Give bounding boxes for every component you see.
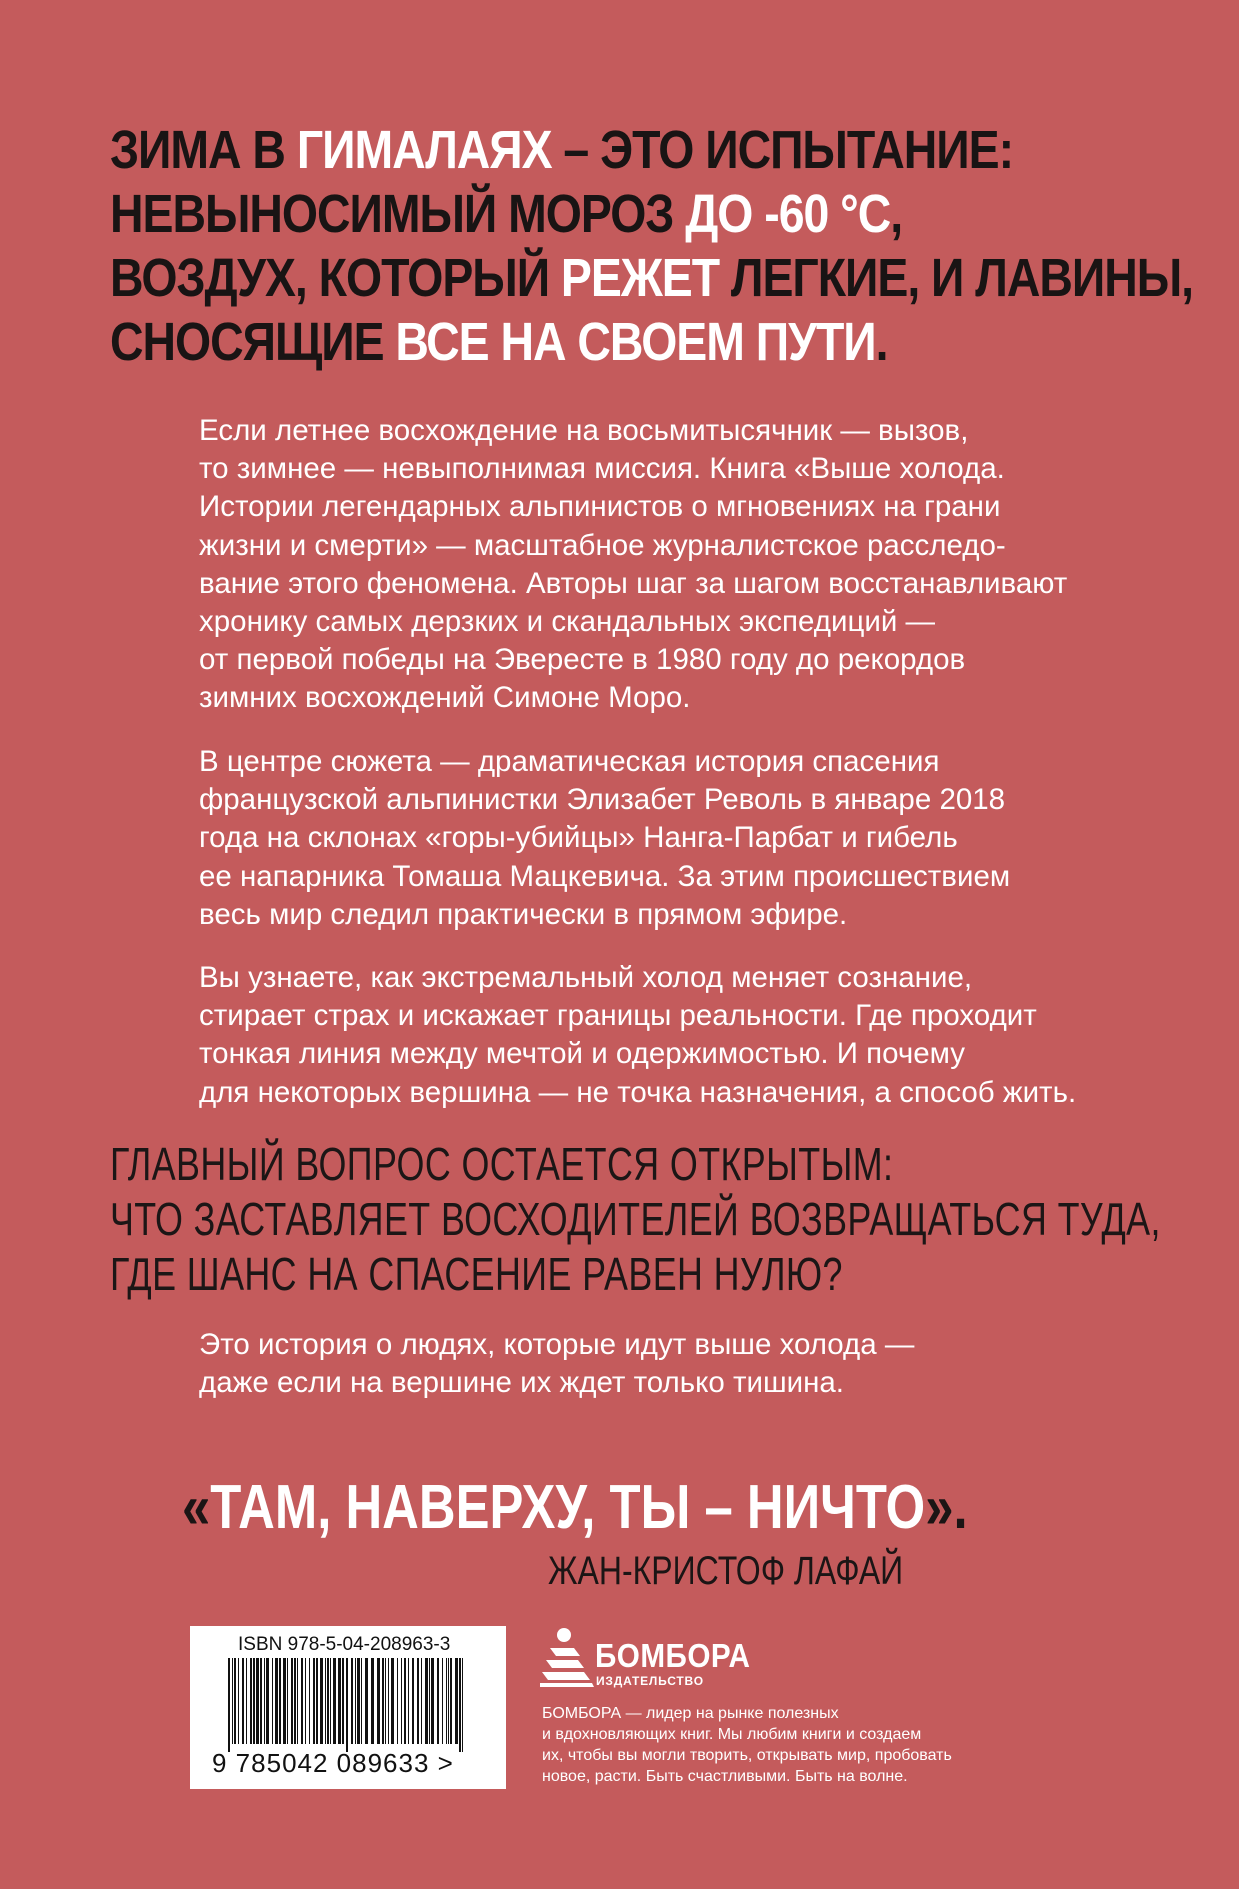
description-paragraph-2	[199, 743, 1149, 934]
barcode-bar	[450, 1658, 452, 1744]
description-paragraph-3	[199, 959, 1149, 1112]
text-line: весь мир следил практически в прямом эфире.	[199, 897, 848, 931]
barcode-bar	[417, 1658, 419, 1744]
headline-text: ,	[890, 184, 903, 244]
barcode-bar	[388, 1658, 389, 1744]
headline-text: СНОСЯЩИЕ	[110, 312, 396, 372]
barcode-bar	[357, 1658, 360, 1744]
question-line: ГЛАВНЫЙ ВОПРОС ОСТАЕТСЯ ОТКРЫТЫМ:	[110, 1138, 894, 1190]
barcode-bar	[301, 1658, 303, 1744]
text-line: Это история о людях, которые идут выше холода —	[199, 1328, 915, 1361]
barcode-bar	[325, 1658, 326, 1744]
barcode-bar	[238, 1658, 239, 1744]
barcode-panel	[190, 1626, 506, 1789]
barcode-bar	[287, 1658, 288, 1744]
barcode-bar	[253, 1658, 255, 1744]
text-line: ее напарника Томаша Мацкевича. За этим происшествием	[199, 859, 1011, 893]
text-line: Истории легендарных альпинистов о мгновениях на грани	[199, 490, 1001, 524]
barcode-bar	[327, 1658, 329, 1744]
text-line: хронику самых дерзких и скандальных экспедиций —	[199, 605, 935, 639]
question-line: ЧТО ЗАСТАВЛЯЕТ ВОСХОДИТЕЛЕЙ ВОЗВРАЩАТЬСЯ ТУДА,	[110, 1193, 1161, 1245]
barcode-bar	[377, 1658, 380, 1744]
barcode-bar	[275, 1658, 278, 1744]
headline-highlight: ГИМАЛАЯХ	[296, 120, 552, 180]
barcode-bar	[342, 1658, 344, 1744]
text-line: тонкая линия между мечтой и одержимостью. И почему	[199, 1037, 966, 1071]
barcode-bar	[351, 1658, 353, 1744]
barcode-bar	[429, 1658, 430, 1744]
barcode-bar	[232, 1658, 233, 1744]
bombora-logo-icon	[540, 1626, 596, 1688]
barcode-icon	[228, 1658, 468, 1754]
headline-highlight: ДО -60 °С	[685, 184, 891, 244]
barcode-bar	[283, 1658, 286, 1744]
barcode-digits: 9 785042 089633 >	[212, 1748, 454, 1778]
barcode-bar	[401, 1658, 402, 1744]
text-line: зимних восхождений Симоне Моро.	[199, 681, 691, 715]
barcode-bar	[338, 1658, 341, 1744]
barcode-bar	[309, 1658, 310, 1744]
barcode-bar	[455, 1658, 458, 1744]
text-line: стирает страх и искажает границы реальности. Где проходит	[199, 999, 1037, 1033]
barcode-bar	[250, 1658, 252, 1744]
barcode-bar	[272, 1658, 273, 1744]
headline-line	[110, 118, 1142, 182]
barcode-bar	[234, 1658, 236, 1744]
text-line: их, чтобы вы могли творить, открывать мир, пробовать	[542, 1747, 952, 1764]
barcode-bar	[333, 1658, 336, 1744]
text-line: новое, расти. Быть счастливыми. Быть на волне.	[542, 1768, 908, 1785]
barcode-bar	[242, 1658, 244, 1744]
text-line: В центре сюжета — драматическая история спасения	[199, 745, 940, 778]
barcode-bar	[316, 1658, 318, 1744]
barcode-bar	[346, 1658, 348, 1752]
text-line: даже если на вершине их ждет только тишина.	[199, 1366, 844, 1400]
barcode-bar	[382, 1658, 384, 1744]
publisher-subtitle: ИЗДАТЕЛЬСТВО	[596, 1674, 704, 1688]
text-line: БОМБОРА — лидер на рынке полезных	[542, 1705, 839, 1722]
headline-text: .	[875, 312, 888, 372]
headline	[110, 118, 1194, 374]
barcode-bar	[371, 1658, 374, 1744]
text-line: для некоторых вершина — не точка назначения, а способ жить.	[199, 1075, 1077, 1109]
barcode-bar	[297, 1658, 298, 1744]
barcode-bar	[412, 1658, 414, 1744]
barcode-bar	[391, 1658, 394, 1744]
publisher-name: БОМБОРА	[595, 1637, 751, 1674]
barcode-bar	[462, 1658, 463, 1752]
barcode-bar	[320, 1658, 323, 1744]
quote-mark: ».	[925, 1473, 968, 1542]
text-line: года на склонах «горы-убийцы» Нанга-Парбат и гибель	[199, 821, 958, 855]
barcode-bar	[264, 1658, 265, 1744]
barcode-bar	[294, 1658, 296, 1744]
barcode-bar	[431, 1658, 434, 1744]
barcode-bar	[404, 1658, 406, 1744]
text-line: то зимнее — невыполнимая миссия. Книга «Выше холода.	[199, 452, 1005, 486]
publisher-description	[542, 1703, 1082, 1787]
text-line: Вы узнаете, как экстремальный холод меняет сознание,	[199, 961, 973, 994]
text-line: от первой победы на Эвересте в 1980 году до рекордов	[199, 643, 966, 677]
barcode-bar	[260, 1658, 262, 1744]
isbn-number: ISBN 978-5-04-208963-3	[238, 1634, 451, 1655]
headline-line	[110, 310, 1142, 374]
quote-author: ЖАН-КРИСТОФ ЛАФАЙ	[548, 1549, 904, 1593]
quote	[182, 1473, 968, 1543]
closing-paragraph	[199, 1326, 1149, 1402]
headline-text: ЗИМА В	[110, 120, 297, 180]
barcode-bar	[361, 1658, 362, 1744]
headline-text: НЕВЫНОСИМЫЙ МОРОЗ	[110, 184, 686, 244]
text-line: жизни и смерти» — масштабное журналистское расследо-	[199, 528, 1006, 562]
barcode-bar	[459, 1658, 461, 1752]
barcode-bar	[437, 1658, 439, 1744]
text-line: французской альпинистки Элизабет Револь в январе 2018	[199, 783, 1006, 817]
barcode-bar	[266, 1658, 269, 1744]
barcode-bar	[291, 1658, 293, 1744]
barcode-bar	[256, 1658, 259, 1744]
quote-text: ТАМ, НАВЕРХУ, ТЫ – НИЧТО	[210, 1473, 926, 1542]
headline-highlight: ВСЕ НА СВОЕМ ПУТИ	[395, 312, 876, 372]
barcode-bar	[421, 1658, 422, 1744]
headline-line	[110, 182, 1142, 246]
barcode-bar	[425, 1658, 428, 1744]
main-question	[110, 1137, 1161, 1302]
barcode-bar	[397, 1658, 398, 1744]
barcode-bar	[365, 1658, 368, 1744]
text-line: и вдохновляющих книг. Мы любим книги и создаем	[542, 1726, 922, 1743]
barcode-bar	[355, 1658, 356, 1744]
description-paragraph-1	[199, 412, 1149, 718]
barcode-bar	[246, 1658, 247, 1744]
barcode-bar	[385, 1658, 386, 1744]
barcode-bar	[279, 1658, 281, 1744]
barcode-bar	[330, 1658, 331, 1744]
headline-line	[110, 246, 1194, 310]
barcode-bar	[305, 1658, 306, 1744]
headline-text: ВОЗДУХ, КОТОРЫЙ	[110, 248, 561, 308]
barcode-bar	[228, 1658, 230, 1752]
barcode-bar	[408, 1658, 409, 1744]
barcode-bar	[442, 1658, 443, 1744]
text-line: Если летнее восхождение на восьмитысячник — вызов,	[199, 414, 969, 447]
barcode-bar	[446, 1658, 447, 1744]
question-line: ГДЕ ШАНС НА СПАСЕНИЕ РАВЕН НУЛЮ?	[110, 1248, 843, 1300]
headline-text: – ЭТО ИСПЫТАНИЕ:	[551, 120, 1014, 180]
text-line: вание этого феномена. Авторы шаг за шагом восстанавливают	[199, 566, 1068, 600]
barcode-bar	[448, 1658, 449, 1744]
headline-highlight: РЕЖЕТ	[560, 248, 720, 308]
barcode-bar	[313, 1658, 315, 1744]
quote-mark: «	[182, 1473, 211, 1542]
headline-text: ЛЕГКИЕ, И ЛАВИНЫ,	[719, 248, 1194, 308]
